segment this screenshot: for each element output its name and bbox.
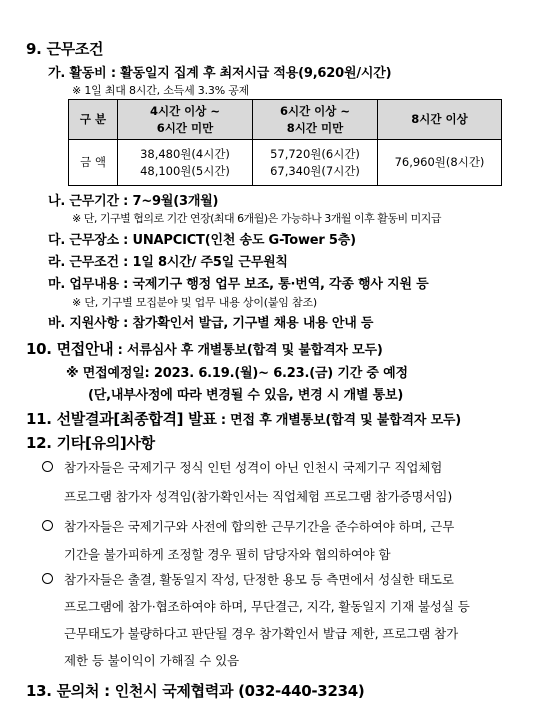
notice-3-line3: 근무태도가 불량하다고 판단될 경우 참가확인서 발급 제한, 프로그램 참가 xyxy=(64,626,459,641)
table-cell-4-6h xyxy=(118,140,253,186)
work-place-line: 다. 근무장소 : UNAPCICT(인천 송도 G-Tower 5층) xyxy=(48,233,356,248)
table-row-label: 금 액 xyxy=(69,140,118,186)
section-9-title: 9. 근무조건 xyxy=(26,40,104,58)
work-condition-line: 라. 근무조건 : 1일 8시간/ 주5일 근무원칙 xyxy=(48,255,288,270)
notice-3-line1: 참가자들은 출결, 활동일지 작성, 단정한 용모 등 측면에서 성실한 태도로 xyxy=(64,572,454,587)
work-period-line: 나. 근무기간 : 7~9월(3개월) xyxy=(48,194,219,209)
work-content-line: 마. 업무내용 : 국제기구 행정 업무 보조, 통·번역, 각종 행사 지원 등 xyxy=(48,277,429,292)
table-header-category: 구 분 xyxy=(69,100,118,140)
section-11 xyxy=(26,408,461,429)
notice-1-line2: 프로그램 참가자 성격임(참가확인서는 직업체험 프로그램 참가증명서임) xyxy=(64,489,453,504)
section-12-title: 12. 기타[유의]사항 xyxy=(26,434,155,452)
notice-2-line2: 기간을 불가피하게 조정할 경우 필히 담당자와 협의하여야 함 xyxy=(64,547,391,562)
section-10-title: 10. 면접안내 xyxy=(26,340,114,358)
interview-change-note: (단,내부사정에 따라 변경될 수 있음, 변경 시 개별 통보) xyxy=(88,388,404,403)
notice-item-2 xyxy=(42,519,53,534)
table-cell-6h: 57,720원(6시간) xyxy=(270,146,360,161)
pay-table xyxy=(68,99,502,186)
table-header-4-6h xyxy=(118,100,253,140)
notice-item-3 xyxy=(42,572,53,587)
table-cell-4h: 38,480원(4시간) xyxy=(140,146,230,161)
activity-fee-line: 가. 활동비 : 활동일지 집계 후 최저시급 적용(9,620원/시간) xyxy=(48,66,392,81)
circle-bullet-icon xyxy=(42,573,53,584)
notice-2-line1: 참가자들은 국제기구와 사전에 합의한 근무기간을 준수하여야 하며, 근무 xyxy=(64,519,455,534)
section-11-desc: : 면접 후 개별통보(합격 및 불합격자 모두) xyxy=(216,413,462,428)
table-header-6-8h-line2: 8시간 미만 xyxy=(286,120,344,135)
notice-item-1 xyxy=(42,460,53,475)
activity-fee-note: ※ 1일 최대 8시간, 소득세 3.3% 공제 xyxy=(72,84,250,97)
table-header-6-8h-line1: 6시간 이상 ~ xyxy=(279,103,351,118)
section-10-desc: : 서류심사 후 개별통보(합격 및 불합격자 모두) xyxy=(113,343,383,358)
circle-bullet-icon xyxy=(42,461,53,472)
circle-bullet-icon xyxy=(42,520,53,531)
table-cell-7h: 67,340원(7시간) xyxy=(270,163,360,178)
table-header-4-6h-line1: 4시간 이상 ~ xyxy=(149,103,221,118)
section-11-title: 11. 선발결과[최종합격] 발표 xyxy=(26,410,217,428)
work-content-note: ※ 단, 기구별 모집분야 및 업무 내용 상이(붙임 참조) xyxy=(72,296,317,309)
table-cell-6-8h xyxy=(253,140,378,186)
table-header-8h: 8시간 이상 xyxy=(378,100,502,140)
work-period-note: ※ 단, 기구별 협의로 기간 연장(최대 6개월)은 가능하나 3개월 이후 활동비 미지급 xyxy=(72,212,442,225)
table-cell-5h: 48,100원(5시간) xyxy=(140,163,230,178)
notice-3-line4: 제한 등 불이익이 가해질 수 있음 xyxy=(64,653,240,668)
section-13-contact: 13. 문의처 : 인천시 국제협력과 (032-440-3234) xyxy=(26,682,365,700)
notice-1-line1: 참가자들은 국제기구 정식 인턴 성격이 아닌 인천시 국제기구 직업체험 xyxy=(64,460,443,475)
table-header-4-6h-line2: 6시간 미만 xyxy=(156,120,214,135)
notice-3-line2: 프로그램에 참가·협조하여야 하며, 무단결근, 지각, 활동일지 기재 불성실 등 xyxy=(64,599,470,614)
interview-date-line: ※ 면접예정일: 2023. 6.19.(월)~ 6.23.(금) 기간 중 예정 xyxy=(66,366,408,381)
table-cell-8h: 76,960원(8시간) xyxy=(378,140,502,186)
section-10 xyxy=(26,338,383,359)
table-header-6-8h xyxy=(253,100,378,140)
support-line: 바. 지원사항 : 참가확인서 발급, 기구별 채용 내용 안내 등 xyxy=(48,316,374,331)
